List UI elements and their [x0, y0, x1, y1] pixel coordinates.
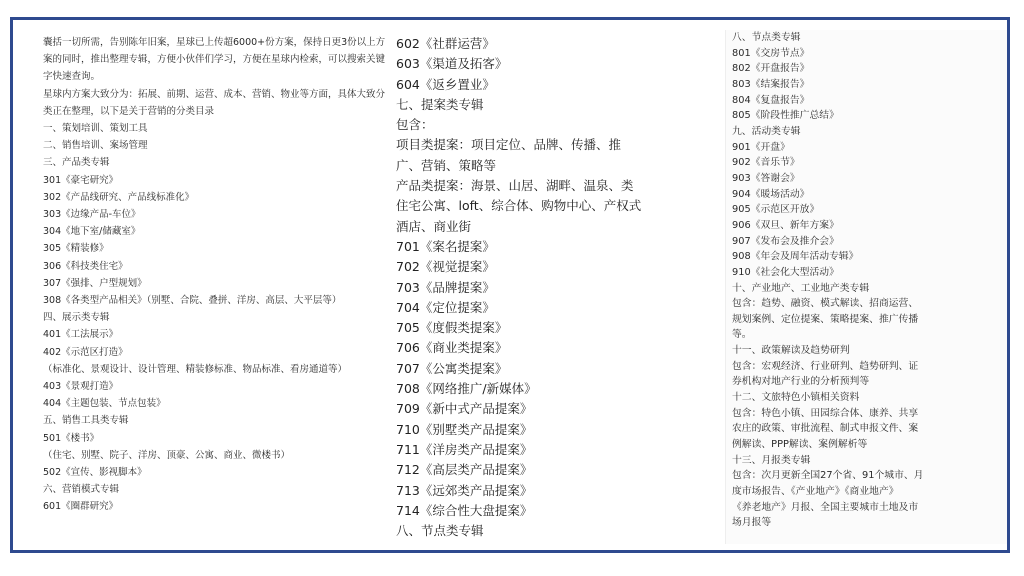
text-line: 包含： — [396, 117, 434, 133]
text-line: （住宅、别墅、院子、洋房、顶豪、公寓、商业、微楼书） — [43, 449, 291, 461]
text-line: 713《远郊类产品提案》 — [396, 482, 533, 498]
text-line: 八、节点类专辑 — [396, 523, 484, 539]
text-line: 场月报等 — [732, 517, 772, 529]
text-line: 等。 — [732, 329, 752, 341]
text-line: （标准化、景观设计、设计管理、精装修标准、物品标准、看房通道等） — [43, 363, 348, 375]
text-line: 805《阶段性推广总结》 — [732, 110, 839, 122]
text-line: 字快速查询。 — [43, 71, 101, 83]
text-line: 四、展示类专辑 — [43, 312, 110, 324]
text-line: 402《示范区打造》 — [43, 346, 128, 358]
text-line: 一、策划培训、策划工具 — [43, 123, 148, 135]
text-line: 604《返乡置业》 — [396, 76, 495, 92]
text-line: 十、产业地产、工业地产类专辑 — [732, 282, 870, 294]
text-line: 303《边缘产品-车位》 — [43, 209, 141, 221]
text-line: 902《音乐节》 — [732, 157, 800, 169]
text-line: 306《科技类住宅》 — [43, 260, 128, 272]
text-line: 401《工法展示》 — [43, 329, 119, 341]
text-line: 农庄的政策、审批流程、制式申报文件、案 — [732, 423, 919, 435]
text-line: 802《开盘报告》 — [732, 63, 810, 75]
text-line: 703《品牌提案》 — [396, 279, 495, 295]
text-line: 十三、月报类专辑 — [732, 454, 811, 466]
text-line: 901《开盘》 — [732, 141, 790, 153]
document-frame — [10, 17, 1010, 553]
text-line: 712《高层类产品提案》 — [396, 462, 533, 478]
column-left — [43, 34, 388, 544]
text-line: 301《豪宅研究》 — [43, 174, 119, 186]
text-line: 六、营销模式专辑 — [43, 484, 120, 496]
text-line: 403《景观打造》 — [43, 381, 119, 393]
text-line: 304《地下室/储藏室》 — [43, 226, 141, 238]
text-line: 三、产品类专辑 — [43, 157, 110, 169]
text-line: 704《定位提案》 — [396, 299, 495, 315]
text-line: 803《结案报告》 — [732, 78, 810, 90]
text-line: 603《渠道及拓客》 — [396, 56, 508, 72]
text-line: 705《度假类提案》 — [396, 320, 508, 336]
text-line: 905《示范区开放》 — [732, 204, 820, 216]
text-line: 星球内方案大致分为：拓展、前期、运营、成本、营销、物业等方面，具体大致分 — [43, 88, 386, 100]
column-right — [725, 30, 1010, 544]
text-line: 包含：特色小镇、田园综合体、康养、共享 — [732, 407, 919, 419]
text-line: 904《暖场活动》 — [732, 188, 810, 200]
text-line: 701《案名提案》 — [396, 238, 495, 254]
text-line: 602《社群运营》 — [396, 36, 495, 51]
text-line: 302《产品线研究、产品线标准化》 — [43, 191, 195, 203]
text-line: 券机构对地产行业的分析预判等 — [732, 376, 870, 388]
text-line: 九、活动类专辑 — [732, 125, 801, 137]
text-line: 案的同时，推出整理专辑，方便小伙伴们学习，方便在星球内检索，可以搜索关键 — [43, 54, 386, 66]
text-line: 十一、政策解读及趋势研判 — [732, 345, 850, 357]
text-line: 规划案例、定位提案、策略提案、推广传播 — [732, 313, 919, 325]
text-line: 酒店、商业街 — [396, 218, 472, 234]
text-line: 例解读、PPP解读、案例解析等 — [732, 439, 868, 451]
text-line: 801《交房节点》 — [732, 47, 810, 59]
column-middle — [396, 34, 701, 544]
text-line: 706《商业类提案》 — [396, 340, 508, 356]
text-line: 包含：宏观经济、行业研判、趋势研判、证 — [732, 360, 919, 372]
text-line: 广、营销、策略等 — [396, 157, 497, 173]
text-line: 囊括一切所需，告别陈年旧案，星球已上传超6000+份方案，保持日更3份以上方 — [43, 37, 386, 48]
text-line: 包含：次月更新全国27个省、91个城市、月 — [732, 470, 924, 482]
text-line: 710《别墅类产品提案》 — [396, 421, 533, 437]
text-line: 804《复盘报告》 — [732, 94, 810, 106]
text-line: 404《主题包装、节点包装》 — [43, 398, 166, 410]
text-line: 包含：趋势、融资、模式解读、招商运营、 — [732, 298, 919, 310]
text-line: 七、提案类专辑 — [396, 96, 484, 112]
text-line: 910《社会化大型活动》 — [732, 266, 839, 278]
text-line: 707《公寓类提案》 — [396, 360, 508, 376]
text-line: 八、节点类专辑 — [732, 32, 801, 43]
text-line: 二、销售培训、案场管理 — [43, 140, 148, 152]
text-line: 307《强排、户型规划》 — [43, 277, 147, 289]
text-line: 908《年会及周年活动专辑》 — [732, 251, 859, 263]
text-line: 709《新中式产品提案》 — [396, 401, 533, 417]
text-line: 住宅公寓、loft、综合体、购物中心、产权式 — [396, 198, 642, 214]
text-line: 305《精装修》 — [43, 243, 109, 255]
text-line: 906《双旦、新年方案》 — [732, 219, 839, 231]
text-line: 五、销售工具类专辑 — [43, 415, 129, 427]
text-line: 类正在整理，以下是关于营销的分类目录 — [43, 105, 215, 117]
text-line: 项目类提案：项目定位、品牌、传播、推 — [396, 137, 622, 153]
text-line: 903《答谢会》 — [732, 172, 800, 184]
text-line: 502《宣传、影视脚本》 — [43, 467, 147, 479]
text-line: 907《发布会及推介会》 — [732, 235, 839, 247]
text-line: 714《综合性大盘提案》 — [396, 502, 533, 518]
text-line: 308《各类型产品相关》（别墅、合院、叠拼、洋房、高层、大平层等） — [43, 295, 342, 307]
text-line: 711《洋房类产品提案》 — [396, 441, 533, 457]
text-line: 601《圈群研究》 — [43, 501, 119, 513]
text-line: 十二、文旅特色小镇相关资料 — [732, 392, 860, 404]
text-line: 501《楼书》 — [43, 432, 100, 444]
text-line: 度市场报告、《产业地产》《商业地产》 — [732, 486, 899, 498]
text-line: 《养老地产》月报、全国主要城市土地及市 — [732, 501, 919, 513]
text-line: 708《网络推广/新媒体》 — [396, 381, 537, 397]
text-line: 产品类提案：海景、山居、湖畔、温泉、类 — [396, 178, 634, 194]
text-line: 702《视觉提案》 — [396, 259, 495, 275]
